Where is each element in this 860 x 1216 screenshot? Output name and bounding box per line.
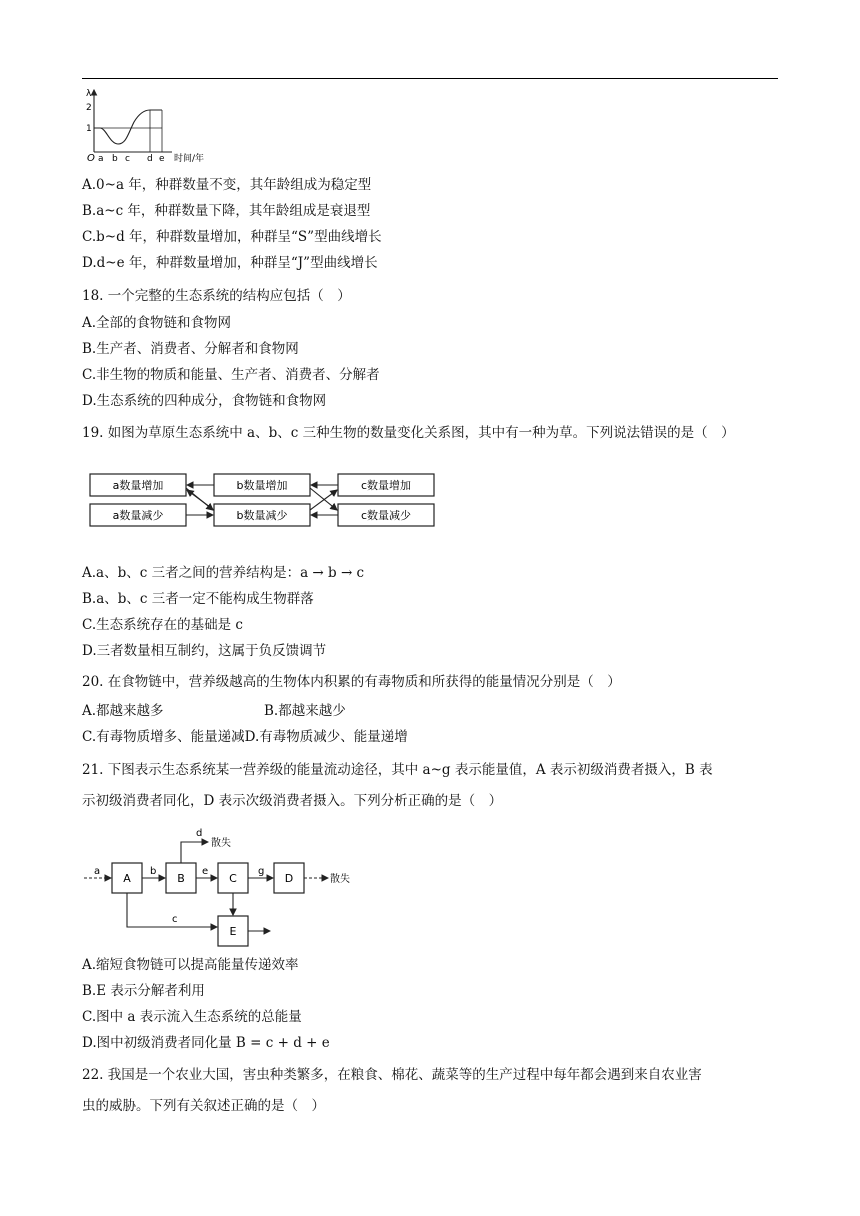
c-increase-label: c数量增加 — [360, 479, 412, 492]
q22-stem-line1: 22. 我国是一个农业大国，害虫种类繁多，在粮食、棉花、蔬菜等的生产过程中每年都会遇到来自农业害 — [82, 1067, 702, 1083]
flow-label-b: b — [150, 866, 157, 877]
a-decrease-label: a数量减少 — [112, 509, 164, 522]
q18-option-a: A.全部的食物链和食物网 — [82, 315, 232, 331]
flow-label-e: e — [202, 866, 209, 877]
q17-lambda-graph — [84, 86, 224, 164]
lambda-curve — [94, 110, 162, 144]
q21-option-a: A.缩短食物链可以提高能量传递效率 — [82, 957, 299, 973]
arrow-b-down-to-a-up — [187, 490, 214, 510]
x-tick-d: d — [147, 154, 153, 164]
x-tick-b: b — [112, 154, 118, 164]
q18-option-d: D.生态系统的四种成分，食物链和食物网 — [82, 393, 327, 409]
flow-label-d: d — [196, 828, 203, 839]
q17-option-b: B.a~c 年，种群数量下降，其年龄组成是衰退型 — [82, 203, 371, 219]
b-increase-label: b数量增加 — [236, 479, 288, 492]
q18-stem: 18. 一个完整的生态系统的结构应包括（ ） — [82, 288, 351, 304]
q20-option-cd: C.有毒物质增多、能量递减D.有毒物质减少、能量递增 — [82, 729, 408, 745]
arrow-b-to-loss — [181, 842, 208, 863]
x-tick-a: a — [98, 154, 104, 164]
q21-energy-flow-diagram — [84, 824, 374, 948]
box-d-label: D — [284, 872, 294, 885]
q17-option-c: C.b~d 年，种群数量增加，种群呈“S”型曲线增长 — [82, 229, 382, 245]
flow-label-g: g — [258, 866, 265, 877]
flow-label-c: c — [172, 914, 178, 925]
q17-option-d: D.d~e 年，种群数量增加，种群呈“J”型曲线增长 — [82, 255, 378, 271]
box-e-label: E — [229, 925, 237, 938]
a-increase-label: a数量增加 — [112, 479, 164, 492]
q21-stem-line2: 示初级消费者同化，D 表示次级消费者摄入。下列分析正确的是（ ） — [82, 793, 503, 809]
box-b-label: B — [177, 872, 185, 885]
y-tick-2: 2 — [86, 103, 92, 113]
x-origin: O — [87, 153, 95, 164]
box-c-label: C — [229, 872, 237, 885]
x-tick-c: c — [125, 154, 130, 164]
q21-option-d: D.图中初级消费者同化量 B = c + d + e — [82, 1035, 330, 1051]
q18-option-b: B.生产者、消费者、分解者和食物网 — [82, 341, 299, 357]
q21-option-b: B.E 表示分解者利用 — [82, 983, 205, 999]
b-decrease-label: b数量减少 — [236, 509, 288, 522]
q20-option-a: A.都越来越多 — [82, 703, 164, 719]
box-a-label: A — [123, 872, 131, 885]
q21-stem-line1: 21. 下图表示生态系统某一营养级的能量流动途径，其中 a~g 表示能量值，A 表示初级消费者摄入，B 表 — [82, 762, 713, 778]
x-axis-label: 时间/年 — [174, 154, 205, 164]
q19-option-d: D.三者数量相互制约，这属于负反馈调节 — [82, 643, 327, 659]
q19-stem: 19. 如图为草原生态系统中 a、b、c 三种生物的数量变化关系图，其中有一种为草。下列说法错误的是（ ） — [82, 425, 735, 441]
loss-label-top: 散失 — [211, 838, 231, 849]
q17-option-a: A.0~a 年，种群数量不变，其年龄组成为稳定型 — [82, 177, 372, 193]
q19-option-c: C.生态系统存在的基础是 c — [82, 617, 243, 633]
q19-option-b: B.a、b、c 三者一定不能构成生物群落 — [82, 591, 314, 607]
q19-option-a: A.a、b、c 三者之间的营养结构是：a → b → c — [82, 565, 365, 581]
loss-label-right: 散失 — [330, 874, 350, 885]
q20-option-b: B.都越来越少 — [264, 703, 346, 719]
q20-stem: 20. 在食物链中，营养级越高的生物体内积累的有毒物质和所获得的能量情况分别是（ ） — [82, 674, 621, 690]
y-tick-1: 1 — [86, 124, 92, 134]
q22-stem-line2: 虫的威胁。下列有关叙述正确的是（ ） — [82, 1098, 325, 1114]
q21-option-c: C.图中 a 表示流入生态系统的总能量 — [82, 1009, 302, 1025]
x-tick-e: e — [159, 154, 165, 164]
q18-option-c: C.非生物的物质和能量、生产者、消费者、分解者 — [82, 367, 380, 383]
flow-label-a: a — [94, 866, 101, 877]
y-axis-label: λ — [86, 89, 92, 99]
c-decrease-label: c数量减少 — [360, 509, 412, 522]
header-rule — [82, 78, 778, 79]
q19-population-diagram — [86, 470, 438, 530]
